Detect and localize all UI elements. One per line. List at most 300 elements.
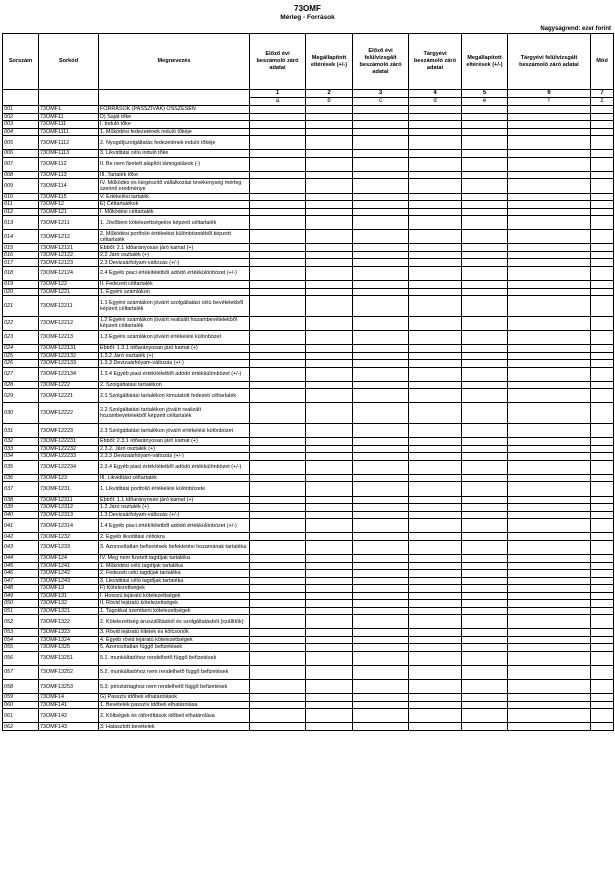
data-cell-col-1[interactable] — [250, 244, 306, 252]
data-cell-col-7[interactable] — [591, 288, 614, 296]
data-cell-col-3[interactable] — [353, 709, 409, 723]
data-cell-col-7[interactable] — [591, 179, 614, 193]
data-cell-col-6[interactable] — [508, 680, 591, 694]
data-cell-col-6[interactable] — [508, 106, 591, 114]
data-cell-col-4[interactable] — [409, 179, 462, 193]
data-cell-col-6[interactable] — [508, 629, 591, 637]
data-cell-col-2[interactable] — [306, 629, 353, 637]
data-cell-col-4[interactable] — [409, 403, 462, 424]
data-cell-col-4[interactable] — [409, 216, 462, 230]
data-cell-col-5[interactable] — [462, 629, 508, 637]
data-cell-col-4[interactable] — [409, 157, 462, 171]
data-cell-col-5[interactable] — [462, 615, 508, 629]
data-cell-col-1[interactable] — [250, 585, 306, 593]
data-cell-col-5[interactable] — [462, 511, 508, 519]
data-cell-col-3[interactable] — [353, 445, 409, 453]
data-cell-col-1[interactable] — [250, 259, 306, 267]
data-cell-col-2[interactable] — [306, 244, 353, 252]
data-cell-col-4[interactable] — [409, 150, 462, 158]
data-cell-col-5[interactable] — [462, 403, 508, 424]
data-cell-col-4[interactable] — [409, 266, 462, 280]
data-cell-col-7[interactable] — [591, 680, 614, 694]
data-cell-col-6[interactable] — [508, 113, 591, 121]
data-cell-col-4[interactable] — [409, 577, 462, 585]
data-cell-col-5[interactable] — [462, 636, 508, 644]
data-cell-col-6[interactable] — [508, 171, 591, 179]
data-cell-col-1[interactable] — [250, 694, 306, 702]
data-cell-col-4[interactable] — [409, 482, 462, 496]
data-cell-col-1[interactable] — [250, 453, 306, 461]
data-cell-col-2[interactable] — [306, 259, 353, 267]
data-cell-col-1[interactable] — [250, 511, 306, 519]
data-cell-col-2[interactable] — [306, 360, 353, 368]
data-cell-col-1[interactable] — [250, 201, 306, 209]
data-cell-col-7[interactable] — [591, 244, 614, 252]
data-cell-col-3[interactable] — [353, 701, 409, 709]
data-cell-col-6[interactable] — [508, 533, 591, 541]
data-cell-col-3[interactable] — [353, 651, 409, 665]
data-cell-col-2[interactable] — [306, 121, 353, 129]
data-cell-col-4[interactable] — [409, 296, 462, 317]
data-cell-col-7[interactable] — [591, 474, 614, 482]
data-cell-col-3[interactable] — [353, 577, 409, 585]
data-cell-col-4[interactable] — [409, 251, 462, 259]
data-cell-col-4[interactable] — [409, 629, 462, 637]
data-cell-col-7[interactable] — [591, 157, 614, 171]
data-cell-col-3[interactable] — [353, 251, 409, 259]
data-cell-col-5[interactable] — [462, 504, 508, 512]
data-cell-col-1[interactable] — [250, 106, 306, 114]
data-cell-col-5[interactable] — [462, 367, 508, 381]
data-cell-col-5[interactable] — [462, 723, 508, 731]
data-cell-col-3[interactable] — [353, 519, 409, 533]
data-cell-col-4[interactable] — [409, 665, 462, 679]
data-cell-col-1[interactable] — [250, 367, 306, 381]
data-cell-col-1[interactable] — [250, 460, 306, 474]
data-cell-col-6[interactable] — [508, 694, 591, 702]
data-cell-col-4[interactable] — [409, 381, 462, 389]
data-cell-col-7[interactable] — [591, 570, 614, 578]
data-cell-col-5[interactable] — [462, 577, 508, 585]
data-cell-col-1[interactable] — [250, 121, 306, 129]
data-cell-col-5[interactable] — [462, 330, 508, 344]
data-cell-col-2[interactable] — [306, 251, 353, 259]
data-cell-col-2[interactable] — [306, 179, 353, 193]
data-cell-col-5[interactable] — [462, 381, 508, 389]
data-cell-col-3[interactable] — [353, 474, 409, 482]
data-cell-col-1[interactable] — [250, 136, 306, 150]
data-cell-col-6[interactable] — [508, 504, 591, 512]
data-cell-col-1[interactable] — [250, 157, 306, 171]
data-cell-col-5[interactable] — [462, 352, 508, 360]
data-cell-col-5[interactable] — [462, 600, 508, 608]
data-cell-col-7[interactable] — [591, 651, 614, 665]
data-cell-col-7[interactable] — [591, 216, 614, 230]
data-cell-col-7[interactable] — [591, 592, 614, 600]
data-cell-col-1[interactable] — [250, 519, 306, 533]
data-cell-col-5[interactable] — [462, 460, 508, 474]
data-cell-col-1[interactable] — [250, 251, 306, 259]
data-cell-col-5[interactable] — [462, 482, 508, 496]
data-cell-col-2[interactable] — [306, 316, 353, 330]
data-cell-col-3[interactable] — [353, 585, 409, 593]
data-cell-col-4[interactable] — [409, 504, 462, 512]
data-cell-col-5[interactable] — [462, 651, 508, 665]
data-cell-col-1[interactable] — [250, 230, 306, 244]
data-cell-col-7[interactable] — [591, 555, 614, 563]
data-cell-col-2[interactable] — [306, 201, 353, 209]
data-cell-col-7[interactable] — [591, 360, 614, 368]
data-cell-col-6[interactable] — [508, 438, 591, 446]
data-cell-col-6[interactable] — [508, 592, 591, 600]
data-cell-col-7[interactable] — [591, 694, 614, 702]
data-cell-col-3[interactable] — [353, 316, 409, 330]
data-cell-col-4[interactable] — [409, 330, 462, 344]
data-cell-col-1[interactable] — [250, 555, 306, 563]
data-cell-col-4[interactable] — [409, 453, 462, 461]
data-cell-col-5[interactable] — [462, 680, 508, 694]
data-cell-col-7[interactable] — [591, 445, 614, 453]
data-cell-col-6[interactable] — [508, 577, 591, 585]
data-cell-col-4[interactable] — [409, 533, 462, 541]
data-cell-col-6[interactable] — [508, 424, 591, 438]
data-cell-col-3[interactable] — [353, 460, 409, 474]
data-cell-col-5[interactable] — [462, 106, 508, 114]
data-cell-col-2[interactable] — [306, 585, 353, 593]
data-cell-col-7[interactable] — [591, 367, 614, 381]
data-cell-col-7[interactable] — [591, 636, 614, 644]
data-cell-col-5[interactable] — [462, 251, 508, 259]
data-cell-col-2[interactable] — [306, 403, 353, 424]
data-cell-col-3[interactable] — [353, 644, 409, 652]
data-cell-col-7[interactable] — [591, 330, 614, 344]
data-cell-col-1[interactable] — [250, 150, 306, 158]
data-cell-col-2[interactable] — [306, 128, 353, 136]
data-cell-col-2[interactable] — [306, 540, 353, 554]
data-cell-col-6[interactable] — [508, 201, 591, 209]
data-cell-col-2[interactable] — [306, 615, 353, 629]
data-cell-col-6[interactable] — [508, 403, 591, 424]
data-cell-col-2[interactable] — [306, 193, 353, 201]
data-cell-col-1[interactable] — [250, 389, 306, 403]
data-cell-col-5[interactable] — [462, 296, 508, 317]
data-cell-col-4[interactable] — [409, 651, 462, 665]
data-cell-col-7[interactable] — [591, 600, 614, 608]
data-cell-col-7[interactable] — [591, 607, 614, 615]
data-cell-col-4[interactable] — [409, 201, 462, 209]
data-cell-col-1[interactable] — [250, 651, 306, 665]
data-cell-col-5[interactable] — [462, 709, 508, 723]
data-cell-col-7[interactable] — [591, 424, 614, 438]
data-cell-col-6[interactable] — [508, 330, 591, 344]
data-cell-col-3[interactable] — [353, 193, 409, 201]
data-cell-col-6[interactable] — [508, 266, 591, 280]
data-cell-col-6[interactable] — [508, 540, 591, 554]
data-cell-col-2[interactable] — [306, 533, 353, 541]
data-cell-col-6[interactable] — [508, 316, 591, 330]
data-cell-col-1[interactable] — [250, 296, 306, 317]
data-cell-col-5[interactable] — [462, 179, 508, 193]
data-cell-col-3[interactable] — [353, 540, 409, 554]
data-cell-col-7[interactable] — [591, 577, 614, 585]
data-cell-col-2[interactable] — [306, 381, 353, 389]
data-cell-col-5[interactable] — [462, 113, 508, 121]
data-cell-col-3[interactable] — [353, 171, 409, 179]
data-cell-col-3[interactable] — [353, 562, 409, 570]
data-cell-col-3[interactable] — [353, 453, 409, 461]
data-cell-col-6[interactable] — [508, 600, 591, 608]
data-cell-col-3[interactable] — [353, 106, 409, 114]
data-cell-col-5[interactable] — [462, 208, 508, 216]
data-cell-col-1[interactable] — [250, 216, 306, 230]
data-cell-col-2[interactable] — [306, 701, 353, 709]
data-cell-col-5[interactable] — [462, 555, 508, 563]
data-cell-col-4[interactable] — [409, 592, 462, 600]
data-cell-col-5[interactable] — [462, 288, 508, 296]
data-cell-col-4[interactable] — [409, 230, 462, 244]
data-cell-col-2[interactable] — [306, 150, 353, 158]
data-cell-col-2[interactable] — [306, 171, 353, 179]
data-cell-col-3[interactable] — [353, 352, 409, 360]
data-cell-col-3[interactable] — [353, 244, 409, 252]
data-cell-col-7[interactable] — [591, 316, 614, 330]
data-cell-col-2[interactable] — [306, 281, 353, 289]
data-cell-col-5[interactable] — [462, 424, 508, 438]
data-cell-col-1[interactable] — [250, 533, 306, 541]
data-cell-col-4[interactable] — [409, 460, 462, 474]
data-cell-col-4[interactable] — [409, 438, 462, 446]
data-cell-col-5[interactable] — [462, 453, 508, 461]
data-cell-col-2[interactable] — [306, 519, 353, 533]
data-cell-col-3[interactable] — [353, 665, 409, 679]
data-cell-col-5[interactable] — [462, 694, 508, 702]
data-cell-col-1[interactable] — [250, 128, 306, 136]
data-cell-col-1[interactable] — [250, 281, 306, 289]
data-cell-col-5[interactable] — [462, 533, 508, 541]
data-cell-col-1[interactable] — [250, 345, 306, 353]
data-cell-col-3[interactable] — [353, 288, 409, 296]
data-cell-col-6[interactable] — [508, 128, 591, 136]
data-cell-col-7[interactable] — [591, 723, 614, 731]
data-cell-col-5[interactable] — [462, 540, 508, 554]
data-cell-col-3[interactable] — [353, 389, 409, 403]
data-cell-col-7[interactable] — [591, 171, 614, 179]
data-cell-col-4[interactable] — [409, 389, 462, 403]
data-cell-col-1[interactable] — [250, 403, 306, 424]
data-cell-col-6[interactable] — [508, 150, 591, 158]
data-cell-col-4[interactable] — [409, 701, 462, 709]
data-cell-col-3[interactable] — [353, 607, 409, 615]
data-cell-col-2[interactable] — [306, 570, 353, 578]
data-cell-col-3[interactable] — [353, 496, 409, 504]
data-cell-col-7[interactable] — [591, 562, 614, 570]
data-cell-col-5[interactable] — [462, 171, 508, 179]
data-cell-col-2[interactable] — [306, 723, 353, 731]
data-cell-col-6[interactable] — [508, 709, 591, 723]
data-cell-col-7[interactable] — [591, 709, 614, 723]
data-cell-col-7[interactable] — [591, 438, 614, 446]
data-cell-col-1[interactable] — [250, 562, 306, 570]
data-cell-col-5[interactable] — [462, 150, 508, 158]
data-cell-col-4[interactable] — [409, 171, 462, 179]
data-cell-col-2[interactable] — [306, 424, 353, 438]
data-cell-col-3[interactable] — [353, 570, 409, 578]
data-cell-col-7[interactable] — [591, 113, 614, 121]
data-cell-col-3[interactable] — [353, 615, 409, 629]
data-cell-col-1[interactable] — [250, 288, 306, 296]
data-cell-col-4[interactable] — [409, 288, 462, 296]
data-cell-col-1[interactable] — [250, 607, 306, 615]
data-cell-col-6[interactable] — [508, 562, 591, 570]
data-cell-col-6[interactable] — [508, 121, 591, 129]
data-cell-col-3[interactable] — [353, 592, 409, 600]
data-cell-col-5[interactable] — [462, 201, 508, 209]
data-cell-col-5[interactable] — [462, 121, 508, 129]
data-cell-col-2[interactable] — [306, 389, 353, 403]
data-cell-col-6[interactable] — [508, 230, 591, 244]
data-cell-col-4[interactable] — [409, 208, 462, 216]
data-cell-col-6[interactable] — [508, 381, 591, 389]
data-cell-col-1[interactable] — [250, 592, 306, 600]
data-cell-col-3[interactable] — [353, 438, 409, 446]
data-cell-col-1[interactable] — [250, 723, 306, 731]
data-cell-col-1[interactable] — [250, 360, 306, 368]
data-cell-col-2[interactable] — [306, 296, 353, 317]
data-cell-col-7[interactable] — [591, 208, 614, 216]
data-cell-col-2[interactable] — [306, 445, 353, 453]
data-cell-col-5[interactable] — [462, 607, 508, 615]
data-cell-col-7[interactable] — [591, 701, 614, 709]
data-cell-col-3[interactable] — [353, 482, 409, 496]
data-cell-col-2[interactable] — [306, 157, 353, 171]
data-cell-col-1[interactable] — [250, 636, 306, 644]
data-cell-col-5[interactable] — [462, 360, 508, 368]
data-cell-col-4[interactable] — [409, 352, 462, 360]
data-cell-col-4[interactable] — [409, 570, 462, 578]
data-cell-col-6[interactable] — [508, 352, 591, 360]
data-cell-col-3[interactable] — [353, 345, 409, 353]
data-cell-col-3[interactable] — [353, 504, 409, 512]
data-cell-col-6[interactable] — [508, 651, 591, 665]
data-cell-col-3[interactable] — [353, 330, 409, 344]
data-cell-col-3[interactable] — [353, 629, 409, 637]
data-cell-col-5[interactable] — [462, 216, 508, 230]
data-cell-col-2[interactable] — [306, 651, 353, 665]
data-cell-col-2[interactable] — [306, 453, 353, 461]
data-cell-col-6[interactable] — [508, 157, 591, 171]
data-cell-col-7[interactable] — [591, 281, 614, 289]
data-cell-col-4[interactable] — [409, 316, 462, 330]
data-cell-col-4[interactable] — [409, 345, 462, 353]
data-cell-col-6[interactable] — [508, 636, 591, 644]
data-cell-col-1[interactable] — [250, 540, 306, 554]
data-cell-col-2[interactable] — [306, 438, 353, 446]
data-cell-col-4[interactable] — [409, 360, 462, 368]
data-cell-col-2[interactable] — [306, 330, 353, 344]
data-cell-col-1[interactable] — [250, 482, 306, 496]
data-cell-col-1[interactable] — [250, 644, 306, 652]
data-cell-col-5[interactable] — [462, 585, 508, 593]
data-cell-col-7[interactable] — [591, 201, 614, 209]
data-cell-col-1[interactable] — [250, 496, 306, 504]
data-cell-col-6[interactable] — [508, 585, 591, 593]
data-cell-col-2[interactable] — [306, 562, 353, 570]
data-cell-col-7[interactable] — [591, 193, 614, 201]
data-cell-col-3[interactable] — [353, 555, 409, 563]
data-cell-col-5[interactable] — [462, 519, 508, 533]
data-cell-col-1[interactable] — [250, 615, 306, 629]
data-cell-col-2[interactable] — [306, 496, 353, 504]
data-cell-col-6[interactable] — [508, 555, 591, 563]
data-cell-col-3[interactable] — [353, 367, 409, 381]
data-cell-col-5[interactable] — [462, 389, 508, 403]
data-cell-col-2[interactable] — [306, 709, 353, 723]
data-cell-col-3[interactable] — [353, 259, 409, 267]
data-cell-col-4[interactable] — [409, 600, 462, 608]
data-cell-col-7[interactable] — [591, 251, 614, 259]
data-cell-col-3[interactable] — [353, 121, 409, 129]
data-cell-col-6[interactable] — [508, 723, 591, 731]
data-cell-col-6[interactable] — [508, 281, 591, 289]
data-cell-col-1[interactable] — [250, 179, 306, 193]
data-cell-col-2[interactable] — [306, 600, 353, 608]
data-cell-col-2[interactable] — [306, 577, 353, 585]
data-cell-col-3[interactable] — [353, 179, 409, 193]
data-cell-col-6[interactable] — [508, 607, 591, 615]
data-cell-col-6[interactable] — [508, 208, 591, 216]
data-cell-col-4[interactable] — [409, 128, 462, 136]
data-cell-col-3[interactable] — [353, 128, 409, 136]
data-cell-col-3[interactable] — [353, 113, 409, 121]
data-cell-col-7[interactable] — [591, 460, 614, 474]
data-cell-col-5[interactable] — [462, 345, 508, 353]
data-cell-col-1[interactable] — [250, 680, 306, 694]
data-cell-col-1[interactable] — [250, 629, 306, 637]
data-cell-col-2[interactable] — [306, 288, 353, 296]
data-cell-col-7[interactable] — [591, 389, 614, 403]
data-cell-col-6[interactable] — [508, 389, 591, 403]
data-cell-col-7[interactable] — [591, 511, 614, 519]
data-cell-col-4[interactable] — [409, 680, 462, 694]
data-cell-col-6[interactable] — [508, 288, 591, 296]
data-cell-col-5[interactable] — [462, 570, 508, 578]
data-cell-col-4[interactable] — [409, 607, 462, 615]
data-cell-col-6[interactable] — [508, 665, 591, 679]
data-cell-col-4[interactable] — [409, 367, 462, 381]
data-cell-col-2[interactable] — [306, 644, 353, 652]
data-cell-col-7[interactable] — [591, 504, 614, 512]
data-cell-col-7[interactable] — [591, 296, 614, 317]
data-cell-col-2[interactable] — [306, 352, 353, 360]
data-cell-col-4[interactable] — [409, 113, 462, 121]
data-cell-col-5[interactable] — [462, 562, 508, 570]
data-cell-col-5[interactable] — [462, 193, 508, 201]
data-cell-col-3[interactable] — [353, 680, 409, 694]
data-cell-col-4[interactable] — [409, 511, 462, 519]
data-cell-col-4[interactable] — [409, 281, 462, 289]
data-cell-col-1[interactable] — [250, 208, 306, 216]
data-cell-col-2[interactable] — [306, 113, 353, 121]
data-cell-col-1[interactable] — [250, 193, 306, 201]
data-cell-col-1[interactable] — [250, 474, 306, 482]
data-cell-col-5[interactable] — [462, 644, 508, 652]
data-cell-col-4[interactable] — [409, 694, 462, 702]
data-cell-col-3[interactable] — [353, 511, 409, 519]
data-cell-col-6[interactable] — [508, 644, 591, 652]
data-cell-col-1[interactable] — [250, 600, 306, 608]
data-cell-col-2[interactable] — [306, 636, 353, 644]
data-cell-col-6[interactable] — [508, 259, 591, 267]
